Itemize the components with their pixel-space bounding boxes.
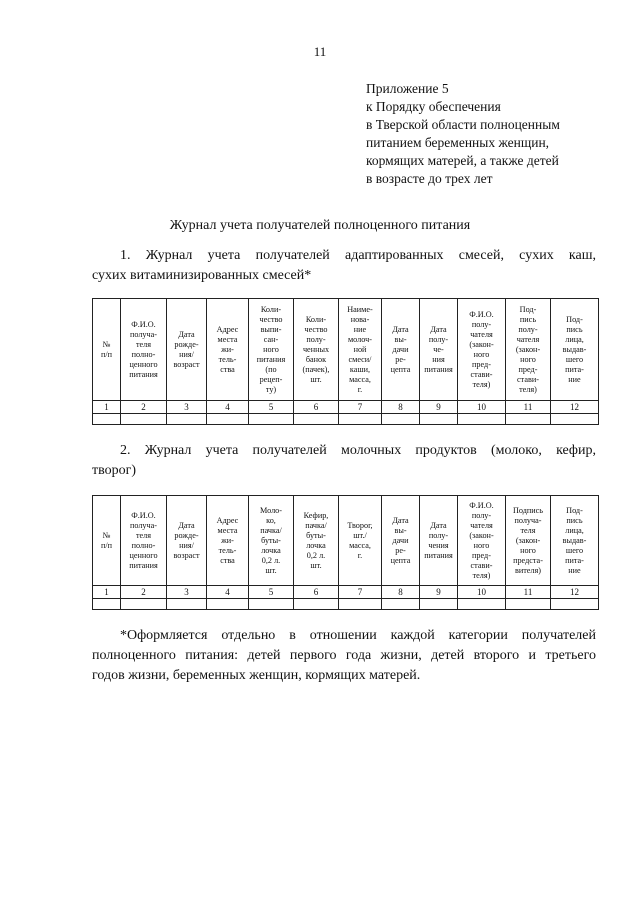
column-number: 3 bbox=[167, 586, 207, 599]
footnote bbox=[92, 626, 596, 686]
column-number: 1 bbox=[93, 401, 121, 414]
column-number: 4 bbox=[207, 401, 249, 414]
journal-table-2 bbox=[92, 495, 599, 610]
column-number: 9 bbox=[420, 586, 458, 599]
column-number: 9 bbox=[420, 401, 458, 414]
table-cell bbox=[551, 599, 599, 610]
appendix-line: в возрасте до трех лет bbox=[366, 171, 493, 186]
section-2-line: творог) bbox=[92, 463, 137, 478]
appendix-line: в Тверской области полноценным bbox=[366, 117, 560, 132]
table-cell bbox=[458, 599, 506, 610]
column-number: 5 bbox=[249, 586, 294, 599]
column-header: Творог, шт./ масса, г. bbox=[339, 496, 382, 586]
appendix-line: Приложение 5 bbox=[366, 81, 449, 96]
column-number: 1 bbox=[93, 586, 121, 599]
appendix-line: к Порядку обеспечения bbox=[366, 99, 501, 114]
column-header: Коли- чество полу- ченных банок (пачек), шт. bbox=[294, 299, 339, 401]
table-cell bbox=[249, 414, 294, 425]
column-number: 3 bbox=[167, 401, 207, 414]
table-cell bbox=[382, 414, 420, 425]
table-cell bbox=[420, 599, 458, 610]
table-cell bbox=[207, 414, 249, 425]
column-number-row bbox=[93, 401, 599, 414]
table-cell bbox=[551, 414, 599, 425]
table-cell bbox=[121, 599, 167, 610]
column-header: Под- пись полу- чателя (закон- ного пред- стави- теля) bbox=[506, 299, 551, 401]
table-header-row bbox=[93, 299, 599, 401]
table-cell bbox=[382, 599, 420, 610]
column-number-row bbox=[93, 586, 599, 599]
column-number: 2 bbox=[121, 401, 167, 414]
column-header: № п/п bbox=[93, 299, 121, 401]
journal-table-1 bbox=[92, 298, 599, 425]
table-cell bbox=[339, 599, 382, 610]
table-cell bbox=[458, 414, 506, 425]
section-1-line: сухих витаминизированных смесей* bbox=[92, 268, 312, 283]
column-header: Дата вы- дачи ре- цепта bbox=[382, 299, 420, 401]
column-header: Под- пись лица, выдав- шего пита- ние bbox=[551, 496, 599, 586]
footnote-line: полноценного питания: детей первого года жизни, детей второго и третьего bbox=[92, 648, 596, 663]
column-header: Наиме- нова- ние молоч- ной смеси/ каши, масса, г. bbox=[339, 299, 382, 401]
table-cell bbox=[249, 599, 294, 610]
table-cell bbox=[506, 414, 551, 425]
column-number: 12 bbox=[551, 401, 599, 414]
section-2-line: 2. Журнал учета получателей молочных продуктов (молоко, кефир, bbox=[120, 443, 596, 458]
column-header: Адрес места жи- тель- ства bbox=[207, 496, 249, 586]
appendix-line: кормящих матерей, а также детей bbox=[366, 153, 559, 168]
table-cell bbox=[167, 599, 207, 610]
column-number: 12 bbox=[551, 586, 599, 599]
table-cell bbox=[506, 599, 551, 610]
section-2-heading bbox=[92, 441, 596, 481]
page-number: 11 bbox=[313, 44, 327, 59]
column-number: 11 bbox=[506, 401, 551, 414]
column-number: 8 bbox=[382, 586, 420, 599]
column-header: Дата полу- че- ния питания bbox=[420, 299, 458, 401]
appendix-line: питанием беременных женщин, bbox=[366, 135, 550, 150]
table-cell bbox=[339, 414, 382, 425]
column-number: 11 bbox=[506, 586, 551, 599]
column-number: 6 bbox=[294, 586, 339, 599]
table-cell bbox=[294, 414, 339, 425]
column-header: Под- пись лица, выдав- шего пита- ние bbox=[551, 299, 599, 401]
section-1-heading bbox=[92, 246, 596, 286]
section-1-line: 1. Журнал учета получателей адаптированных смесей, сухих каш, bbox=[120, 248, 596, 263]
column-number: 7 bbox=[339, 401, 382, 414]
table-header-row bbox=[93, 496, 599, 586]
column-number: 10 bbox=[458, 586, 506, 599]
appendix-block bbox=[366, 80, 616, 188]
column-header: Подпись получа- теля (закон- ного предста- вителя) bbox=[506, 496, 551, 586]
column-number: 10 bbox=[458, 401, 506, 414]
column-header: Коли- чество выпи- сан- ного питания (по рецеп- ту) bbox=[249, 299, 294, 401]
column-number: 4 bbox=[207, 586, 249, 599]
table-cell bbox=[294, 599, 339, 610]
empty-table-row bbox=[93, 414, 599, 425]
column-header: Дата вы- дачи ре- цепта bbox=[382, 496, 420, 586]
column-header: Ф.И.О. получа- теля полно- ценного питания bbox=[121, 496, 167, 586]
table-cell bbox=[93, 599, 121, 610]
column-header: Дата рожде- ния/ возраст bbox=[167, 496, 207, 586]
column-header: Ф.И.О. полу- чателя (закон- ного пред- стави- теля) bbox=[458, 299, 506, 401]
column-header: Моло- ко, пачка/ буты- лочка 0,2 л. шт. bbox=[249, 496, 294, 586]
column-number: 6 bbox=[294, 401, 339, 414]
table-cell bbox=[207, 599, 249, 610]
column-header: Адрес места жи- тель- ства bbox=[207, 299, 249, 401]
column-header: Ф.И.О. получа- теля полно- ценного питания bbox=[121, 299, 167, 401]
column-header: Дата полу- чения питания bbox=[420, 496, 458, 586]
column-header: Кефир, пачка/ буты- лочка 0,2 л. шт. bbox=[294, 496, 339, 586]
column-header: № п/п bbox=[93, 496, 121, 586]
table-cell bbox=[121, 414, 167, 425]
footnote-line: *Оформляется отдельно в отношении каждой категории получателей bbox=[120, 628, 596, 643]
column-header: Ф.И.О. полу- чателя (закон- ного пред- стави- теля) bbox=[458, 496, 506, 586]
table-cell bbox=[167, 414, 207, 425]
column-number: 8 bbox=[382, 401, 420, 414]
empty-table-row bbox=[93, 599, 599, 610]
column-number: 7 bbox=[339, 586, 382, 599]
column-number: 2 bbox=[121, 586, 167, 599]
document-title: Журнал учета получателей полноценного питания bbox=[169, 218, 471, 233]
column-header: Дата рожде- ния/ возраст bbox=[167, 299, 207, 401]
column-number: 5 bbox=[249, 401, 294, 414]
footnote-line: годов жизни, беременных женщин, кормящих матерей. bbox=[92, 668, 421, 683]
table-cell bbox=[420, 414, 458, 425]
table-cell bbox=[93, 414, 121, 425]
